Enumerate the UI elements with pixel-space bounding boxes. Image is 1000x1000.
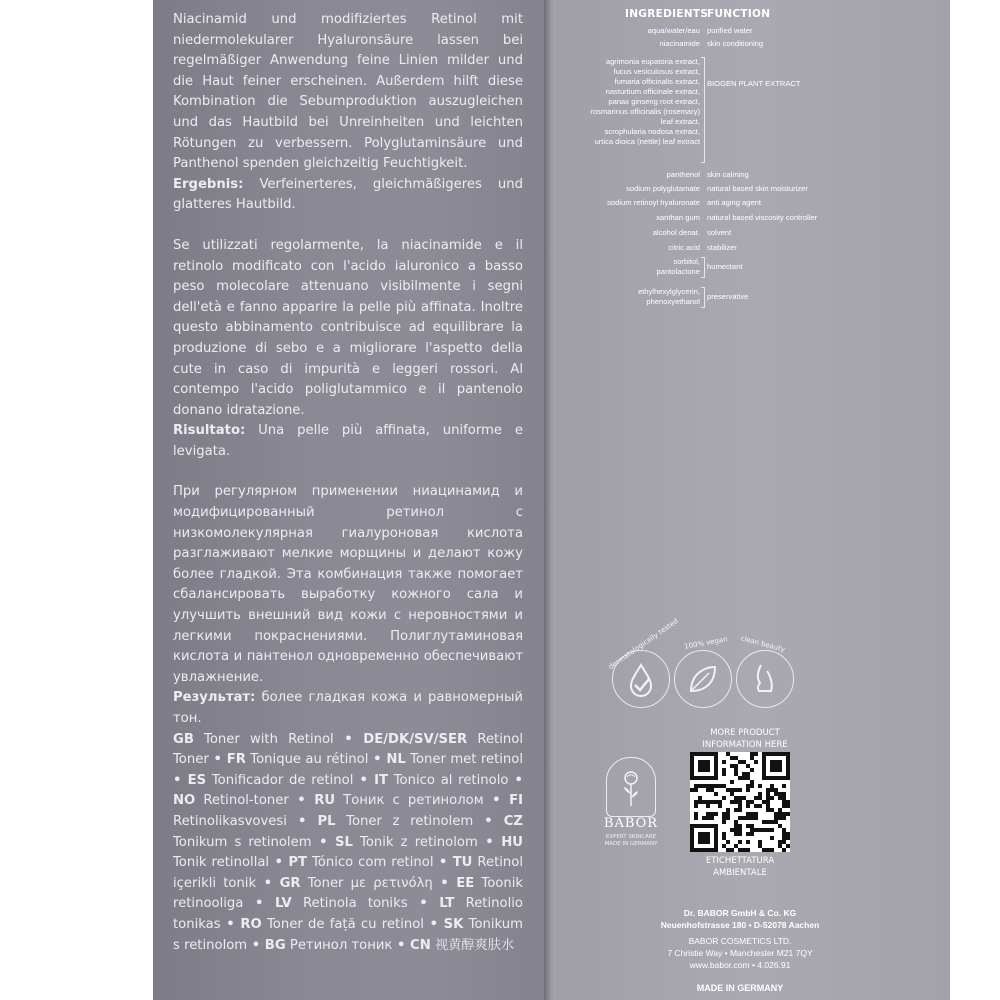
ingredient-function: stabilizer <box>707 243 737 252</box>
brace-humectant <box>701 257 705 278</box>
ingredient-function: skin calming <box>707 170 749 179</box>
de-result-label: Ergebnis: <box>173 176 244 192</box>
badge-label-clean-beauty: clean beauty <box>739 634 786 654</box>
ingredient-name: agrimonia eupatoria extract, <box>605 57 700 66</box>
language-code: DE/DK/SV/SER <box>363 731 468 747</box>
language-product-names <box>173 730 523 957</box>
language-product-name: Tonik z retinolom <box>352 834 478 850</box>
language-code: PT <box>288 855 307 871</box>
language-product-name: Toner with Retinol <box>193 731 334 747</box>
ingredient-function: purified water <box>707 26 753 35</box>
ingredient-name: panax ginseng root extract, <box>608 97 700 106</box>
de-description: Niacinamid und modifiziertes Retinol mit niedermolekularer Hyaluronsäure lassen bei regelmäßiger Anwendung feine Linien milder und die Haut feiner erscheinen. Außerdem hilft diese Kombination die Sebumproduktion auszugleichen und das Hautbild bei Unreinheiten und leichten Rötungen zu verbessern. Polyglutaminsäure und Panthenol spenden gleichzeitig Feuchtigkeit. <box>173 12 523 172</box>
separator: • <box>392 937 411 953</box>
language-product-name: Retinol içerikli tonik <box>173 855 523 891</box>
language-code: HU <box>501 834 523 850</box>
leaf-icon <box>675 651 731 707</box>
language-code: TU <box>452 855 473 871</box>
etichettatura-ambientale: ETICHETTATURA AMBIENTALE <box>705 856 775 878</box>
separator: • <box>508 772 523 788</box>
separator: • <box>432 875 457 891</box>
separator: • <box>473 813 504 829</box>
separator: • <box>483 793 510 809</box>
separator: • <box>333 731 364 747</box>
language-code: CZ <box>503 813 523 829</box>
language-product-name: Toner de față cu retinol <box>261 916 424 932</box>
separator: • <box>256 875 280 891</box>
ingredient-name: fucus vesiculosus extract, <box>613 67 700 76</box>
ingredient-name: leaf extract, <box>660 117 700 126</box>
ru-description: При регулярном применении ниацинамид и модифицированный ретинол с низкомолекулярная гиалуроновая кислота разглаживают мелкие морщины и делают кожу более гладкой. Эта комбинация также помогает сбалансировать выработку кожного сала и улучшить внешний вид кожи с неровностями и легкими покраснениями. Полиглутаминовая кислота и пантенол одновременно обеспечивают увлажнение. <box>173 484 523 685</box>
badge-clean-beauty <box>736 650 794 708</box>
description-text <box>173 10 523 956</box>
ingredient-name: ethylhexylglycerin, <box>637 287 700 296</box>
ingredient-name: scrophularia nodosa extract, <box>604 127 700 136</box>
it-result <box>173 421 523 462</box>
language-product-name: Tonikum s retinolom <box>173 916 523 953</box>
made-in-germany: MADE IN GERMANY <box>696 983 784 993</box>
language-product-name: Retinolikasvovesi <box>173 813 287 829</box>
separator: • <box>353 772 375 788</box>
language-code: CN <box>410 937 431 953</box>
face-icon <box>737 651 793 707</box>
language-product-name: Ретинол тоник <box>285 937 393 953</box>
separator: • <box>243 896 275 912</box>
separator: • <box>433 855 453 871</box>
company-website: www.babor.com • 4.026.91 <box>689 960 791 970</box>
ingredient-name: citric acid <box>668 243 700 252</box>
separator: • <box>220 916 241 932</box>
ingredient-name: urtica dioica (nettle) leaf extract <box>594 137 700 146</box>
company-address-uk: 7 Christie Way • Manchester M21 7QY <box>667 948 813 958</box>
ingredient-function: natural based skin moisturizer <box>707 184 808 193</box>
ingredient-name: nasturtium officinale extract, <box>605 87 700 96</box>
brand-sub-line2: MADE IN GERMANY <box>604 840 658 847</box>
language-product-name: Toner με ρετινόλη <box>300 875 433 891</box>
separator: • <box>423 916 444 932</box>
brace-preservative <box>701 287 705 308</box>
language-code: PL <box>317 813 336 829</box>
separator: • <box>368 752 387 768</box>
box-fold-edge <box>544 0 556 1000</box>
language-code: SL <box>335 834 353 850</box>
badge-label-vegan: 100% vegan <box>683 635 729 651</box>
company-name-de: Dr. BABOR GmbH & Co. KG <box>683 908 797 918</box>
brace-plant-extract <box>701 57 705 163</box>
de-result <box>173 175 523 216</box>
qr-code-graphic <box>690 752 790 852</box>
ru-result <box>173 688 523 729</box>
ingredient-function: anti aging agent <box>707 198 762 207</box>
language-code: ES <box>187 772 207 788</box>
ingredient-name: sodium retinoyl hyaluronate <box>607 198 700 207</box>
language-product-name: Tonico al retinolo <box>388 772 509 788</box>
brand-name: BABOR <box>603 816 659 831</box>
language-code: GB <box>173 731 194 747</box>
language-product-name: Toonik retinooliga <box>173 875 523 912</box>
ingredient-function: skin conditioning <box>707 39 764 48</box>
language-code: RO <box>240 916 262 932</box>
ingredient-name: phenoxyethanol <box>646 297 700 306</box>
ingredient-name: sodium polyglutamate <box>626 184 700 193</box>
rose-icon <box>606 757 656 817</box>
language-product-name: Tonikum s retinolem <box>173 834 312 850</box>
it-result-text: Una pelle più affinata, uniforme e levigata. <box>173 423 523 459</box>
more-product-information: MORE PRODUCT INFORMATION HERE <box>702 728 788 750</box>
separator: • <box>407 896 440 912</box>
separator: • <box>311 834 336 850</box>
company-address-de: Neuenhofstrasse 180 • D-52078 Aachen <box>660 920 820 930</box>
language-product-name: Retinol Toner <box>173 731 523 768</box>
badge-label-dermatologically-tested: dermatologically tested <box>607 616 680 672</box>
function-heading: FUNCTION <box>707 8 771 20</box>
qr-code-icon[interactable] <box>690 752 790 852</box>
separator: • <box>286 813 318 829</box>
ingredient-function: preservative <box>707 292 749 301</box>
separator: • <box>173 772 188 788</box>
language-product-name: Retinol-toner <box>195 793 289 809</box>
separator: • <box>269 855 289 871</box>
company-name-uk: BABOR COSMETICS LTD. <box>688 936 792 946</box>
language-code: FI <box>509 793 523 809</box>
language-code: FR <box>226 752 246 768</box>
ingredient-name: panthenol <box>666 170 700 179</box>
separator: • <box>288 793 315 809</box>
it-description: Se utilizzati regolarmente, la niacinamide e il retinolo modificato con l'acido ialuronico a basso peso molecolare attenuano visibilmente i segni dell'età e fanno apparire la pelle più affinata. Inoltre questo abbinamento contribuisce ad equilibrare la produzione di sebo e a migliorare l'aspetto della cute in caso di impurità e leggeri rossori. Al contempo l'acido poliglutammico e il pantenolo donano idratazione. <box>173 237 523 418</box>
language-product-name: Retinola toniks <box>291 896 408 912</box>
ingredient-name: alcohol denat. <box>652 228 700 237</box>
language-code: LV <box>274 896 292 912</box>
language-product-name: Toner met retinol <box>405 752 523 768</box>
separator: • <box>208 752 227 768</box>
ingredient-function: humectant <box>707 262 743 271</box>
language-product-name: Tónico com retinol <box>306 855 434 871</box>
badge-vegan <box>674 650 732 708</box>
ingredient-function: solvent <box>707 228 732 237</box>
ru-result-label: Результат: <box>173 690 256 706</box>
ingredient-function: natural based viscosity controller <box>707 213 818 222</box>
separator: • <box>247 937 265 953</box>
language-code: SK <box>443 916 464 932</box>
separator: • <box>477 834 502 850</box>
de-result-text: Verfeinerteres, gleichmäßigeres und glatteres Hautbild. <box>173 176 523 213</box>
language-product-name: Tonique au rétinol <box>245 752 369 768</box>
ingredients-heading: INGREDIENTS <box>625 8 709 20</box>
ingredient-name: aqua/water/eau <box>647 26 700 35</box>
language-product-name: Tonificador de retinol <box>206 772 354 788</box>
ingredient-name: sorbitol, <box>673 257 700 266</box>
ingredient-name: xanthan gum <box>656 213 700 222</box>
language-code: NL <box>386 752 406 768</box>
ru-result-text: более гладкая кожа и равномерный тон. <box>173 690 523 726</box>
language-code: NO <box>173 793 196 809</box>
language-product-name: Toner z retinolem <box>335 813 474 829</box>
language-code: RU <box>314 793 336 809</box>
language-product-name: Tonik retinollal <box>173 855 270 871</box>
brand-sub-line1: EXPERT SKINCARE <box>605 834 657 840</box>
language-code: BG <box>264 937 286 953</box>
ingredient-function: BIOGEN PLANT EXTRACT <box>707 79 801 88</box>
brand-subtitle <box>596 834 666 847</box>
ingredient-name: pantolactone <box>656 267 700 276</box>
ingredient-name: fumaria officinalis extract, <box>614 77 700 86</box>
ingredient-name: rosmarinus officinalis (rosemary) <box>590 107 700 116</box>
language-product-name: Retinolio tonikas <box>173 896 523 932</box>
ingredient-name: niacinamide <box>659 39 700 48</box>
it-result-label: Risultato: <box>173 423 246 439</box>
language-code: IT <box>374 772 388 788</box>
language-product-name: Тоник с ретинолом <box>335 793 484 809</box>
language-code: EE <box>456 875 475 891</box>
language-product-name: 视黄醇爽肤水 <box>430 937 515 953</box>
language-code: LT <box>439 896 455 912</box>
language-code: GR <box>279 875 301 891</box>
